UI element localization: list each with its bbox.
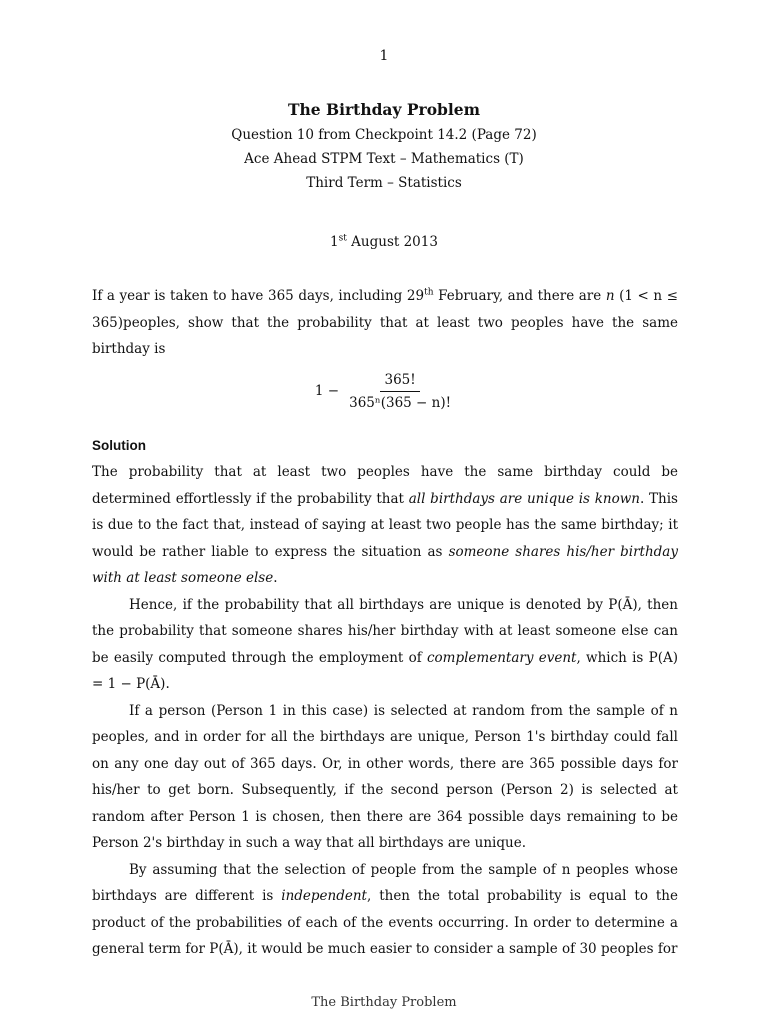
solution-paragraph-2 <box>92 592 678 698</box>
date-suffix: st <box>338 233 347 244</box>
solution-p1-text-c: . <box>273 570 278 586</box>
question-text-1: If a year is taken to have 365 days, including 29 <box>92 288 425 304</box>
document-title: The Birthday Problem <box>287 100 481 119</box>
subtitle-line-1: Question 10 from Checkpoint 14.2 (Page 72) <box>231 127 537 143</box>
question-sup: th <box>424 287 434 298</box>
document-body <box>92 283 678 963</box>
solution-p1-italic-1: all birthdays are unique is known <box>408 490 640 507</box>
solution-paragraph-1 <box>92 459 678 592</box>
formula-denominator: 365ⁿ(365 − n)! <box>349 395 452 411</box>
question-text-3: peoples, show that the probability that at least two peoples have the same birthday is <box>92 314 678 357</box>
date-day: 1 <box>330 234 339 250</box>
subtitle-line-3: Third Term – Statistics <box>306 175 462 191</box>
question-formula <box>92 363 678 421</box>
solution-p1-text-a: The probability that at least two peoples have the same birthday could be determined effortlessly if the probability that <box>92 464 678 507</box>
page-footer: The Birthday Problem <box>311 995 457 1010</box>
page-number: 1 <box>379 48 389 64</box>
solution-p1-italic-2: someone shares his/her birthday with at least someone else <box>92 543 678 586</box>
question-range: (1 < n ≤ 365) <box>92 288 678 331</box>
solution-p2-italic: complementary event <box>426 649 577 666</box>
solution-paragraph-3: If a person (Person 1 in this case) is selected at random from the sample of n peoples, and in order for all the birthdays are unique, Person 1's birthday could fall on any one day out of 365 days. Or, in other words, there are 365 possible days for his/her to get born. Subsequently, if the second person (Person 2) is selected at random after Person 1 is chosen, then there are 364 possible days remaining to be Person 2's birthday in such a way that all birthdays are unique. <box>92 702 678 851</box>
date-rest: August 2013 <box>346 234 438 250</box>
solution-p1-text-b: . This is due to the fact that, instead of saying at least two people has the same birthday; it would be rather liable to express the situation as <box>92 490 678 560</box>
question-paragraph <box>92 283 678 363</box>
solution-p2-text-b: , which is P(A) = 1 − P(Ā). <box>92 649 678 692</box>
formula-numerator: 365! <box>380 371 419 392</box>
question-text-2: February, and there are <box>433 288 606 304</box>
document-date <box>0 234 768 250</box>
question-var-n: n <box>605 288 615 304</box>
formula-lead: 1 − <box>314 383 340 400</box>
subtitle-line-2: Ace Ahead STPM Text – Mathematics (T) <box>244 151 524 167</box>
solution-paragraph-4 <box>92 857 678 963</box>
formula-fraction <box>345 371 455 412</box>
solution-p4-text-b: , then the total probability is equal to the product of the probabilities of each of the events occurring. In order to determine a general term for P(Ā), it would be much easier to consider a sample of 30 peoples for <box>92 888 678 957</box>
solution-p4-italic: independent <box>281 888 367 904</box>
solution-p2-text-a: Hence, if the probability that all birthdays are unique is denoted by P(Ā), then the probability that someone shares his/her birthday with at least someone else can be easily computed through the employment of <box>92 596 678 666</box>
document-header <box>0 100 768 199</box>
solution-p4-text-a: By assuming that the selection of people from the sample of n peoples whose birthdays are different is <box>92 861 678 904</box>
solution-heading: Solution <box>92 437 146 453</box>
